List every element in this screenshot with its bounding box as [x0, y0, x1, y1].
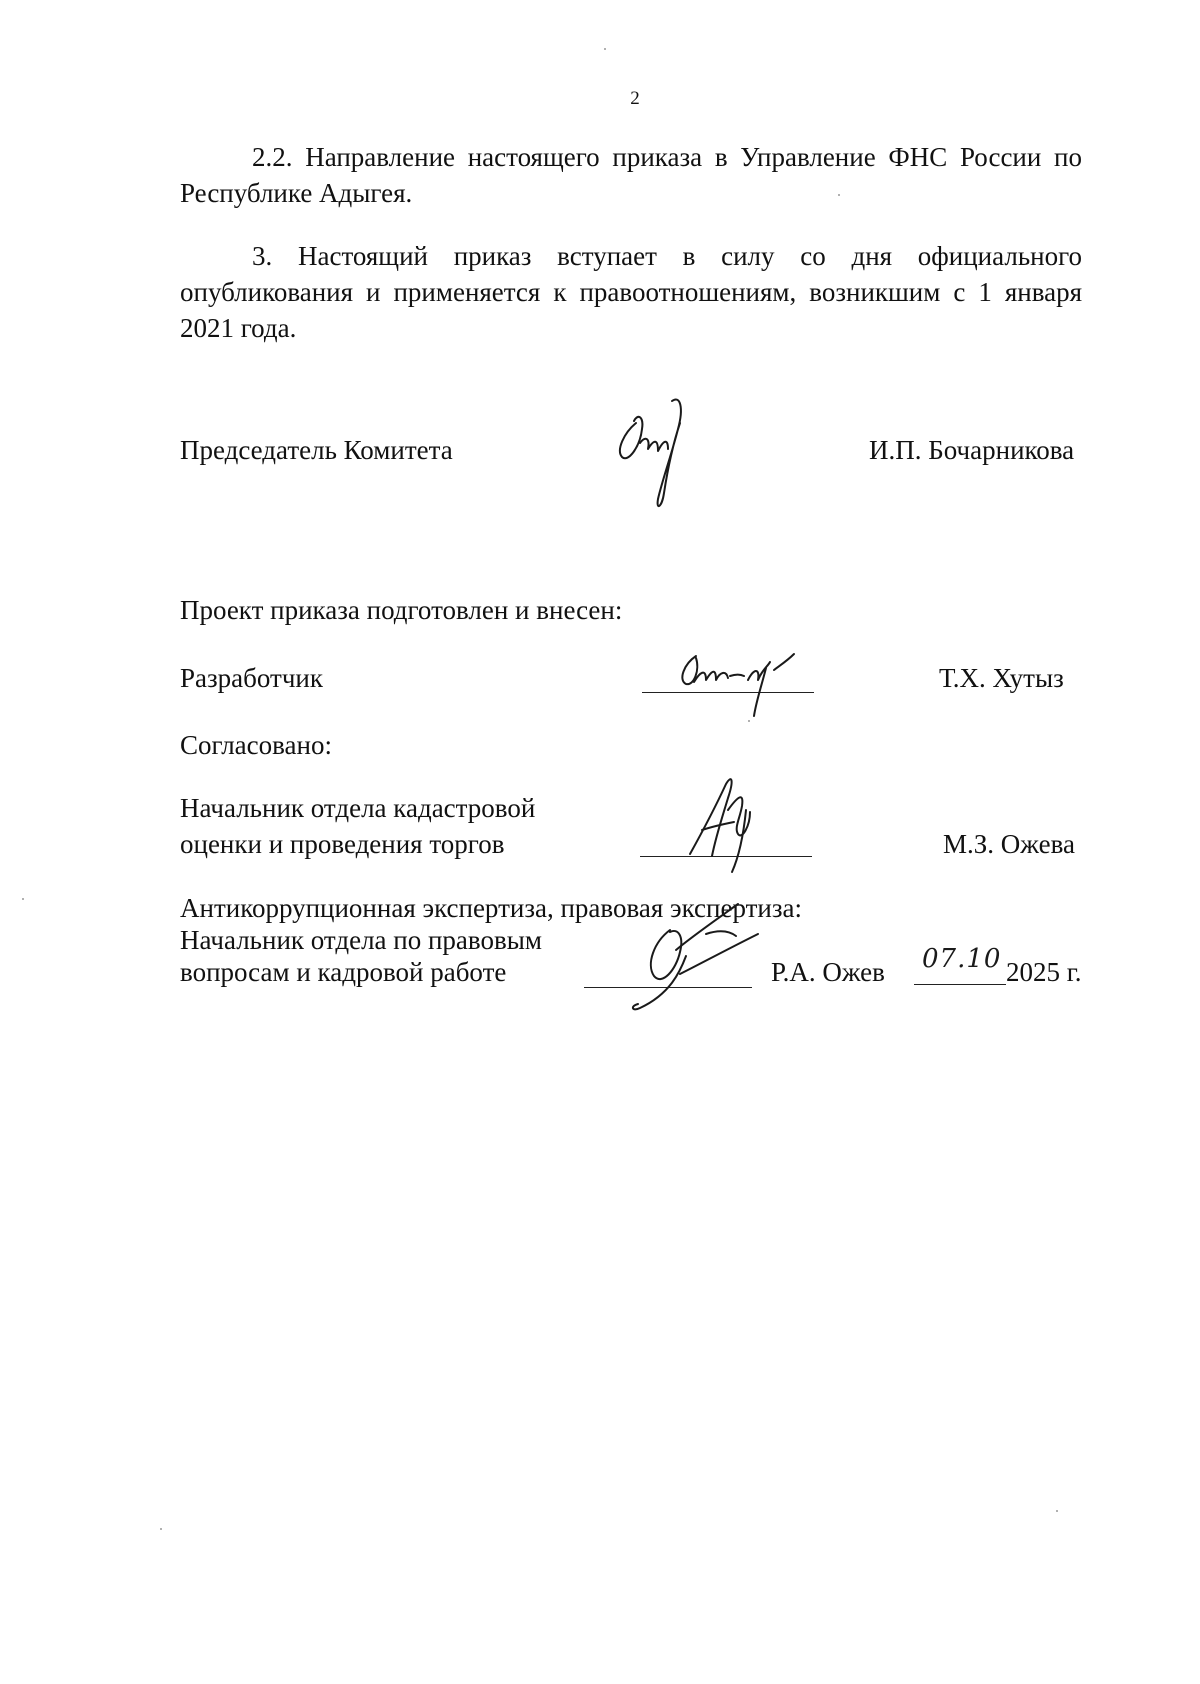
legal-head-line1: Начальник отдела по правовым — [180, 925, 542, 955]
paragraph-3: 3. Настоящий приказ вступает в силу со дня официального опубликования и применяется к правоотношениям, возникшим с 1 января 2021 года. — [180, 241, 1082, 343]
chairman-position: Председатель Комитета — [180, 435, 453, 465]
developer-role: Разработчик — [180, 663, 323, 693]
scan-speck — [1056, 1510, 1058, 1512]
chairman-signature — [610, 395, 700, 515]
developer-name: Т.Х. Хутыз — [939, 663, 1064, 693]
developer-signature — [670, 640, 820, 720]
legal-signature — [610, 890, 790, 1020]
scan-speck — [838, 194, 840, 196]
scan-speck — [160, 1528, 162, 1530]
scan-speck — [748, 720, 750, 722]
expertise-heading: Антикоррупционная экспертиза, правовая экспертиза: — [180, 893, 803, 923]
paragraph-2-2: 2.2. Направление настоящего приказа в Управление ФНС России по Республике Адыгея. — [180, 142, 1082, 208]
scan-speck — [22, 898, 24, 900]
legal-head-name: Р.А. Ожев — [771, 957, 885, 987]
handwritten-date: 07.10 — [922, 944, 1002, 974]
cadastre-head-line1: Начальник отдела кадастровой — [180, 793, 536, 823]
cadastre-head-name: М.З. Ожева — [943, 829, 1075, 859]
cadastre-head-line2: оценки и проведения торгов — [180, 829, 505, 859]
approval-heading: Согласовано: — [180, 730, 332, 760]
page-number: 2 — [630, 88, 640, 109]
project-heading: Проект приказа подготовлен и внесен: — [180, 595, 623, 625]
cadastre-signature — [680, 770, 770, 880]
date-underline — [914, 984, 1006, 985]
legal-head-line2: вопросам и кадровой работе — [180, 957, 507, 987]
chairman-name: И.П. Бочарникова — [869, 435, 1075, 465]
scan-speck — [604, 48, 606, 50]
date-year: 2025 г. — [1006, 957, 1082, 987]
